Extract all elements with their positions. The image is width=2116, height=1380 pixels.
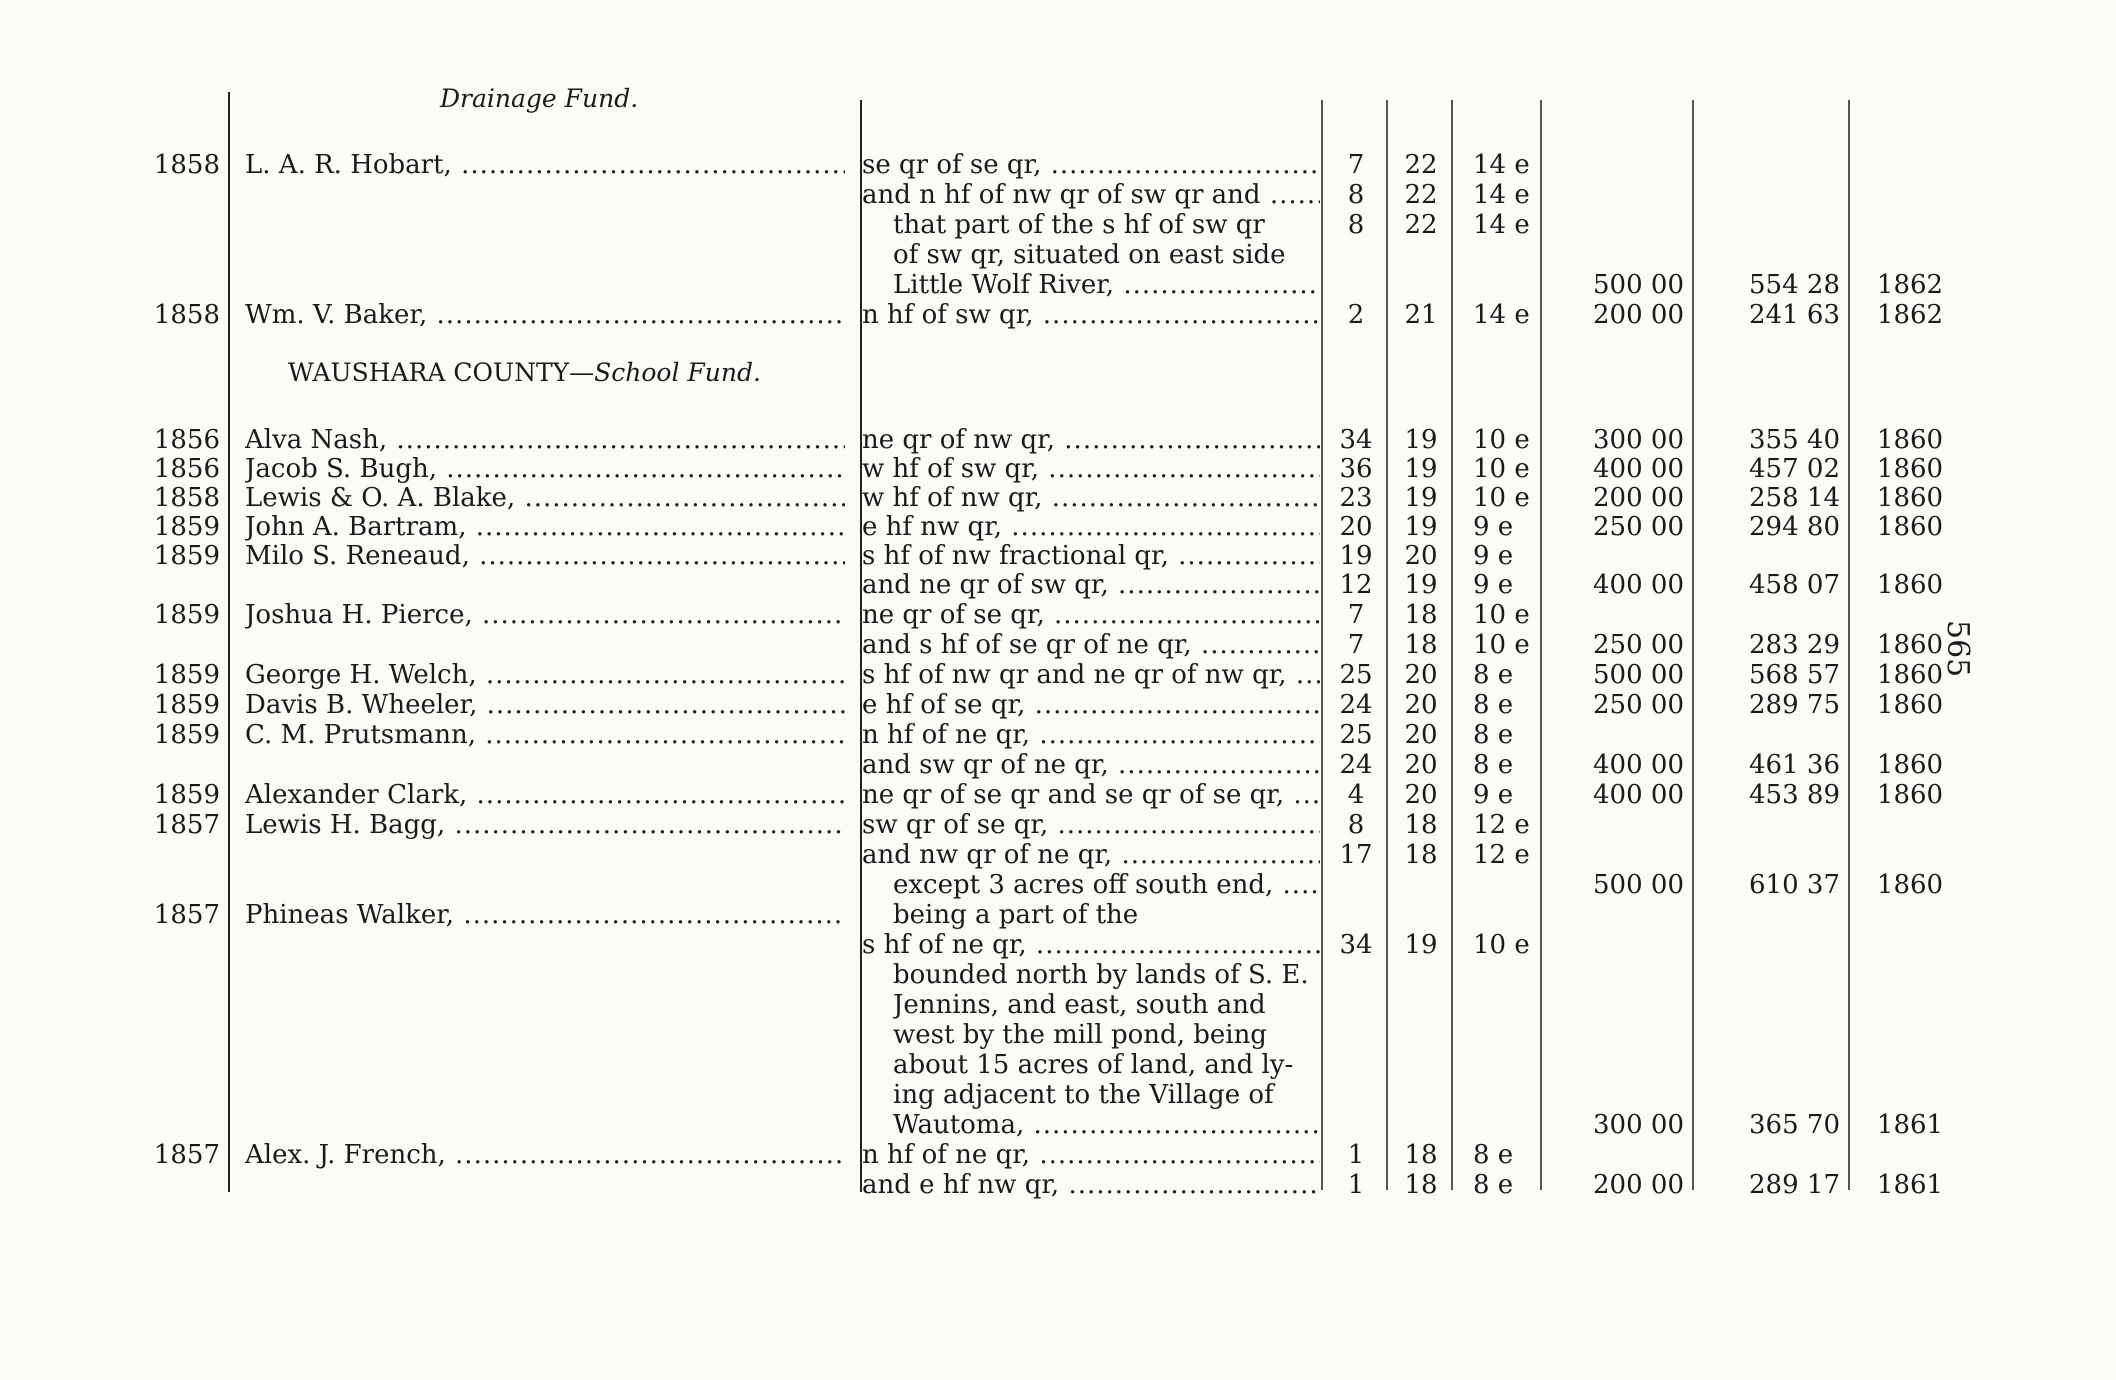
cell-desc: Jennins, and east, south and (893, 990, 1266, 1020)
cell-name: Lewis H. Bagg, ..... (245, 810, 845, 840)
page-number: 565 (1940, 620, 1975, 678)
cell-tot: 289 75 (1749, 690, 1840, 720)
cell-name: Alexander Clark, ..... (245, 780, 845, 810)
cell-rg: 10 e (1473, 630, 1530, 660)
cell-year: 1859 (153, 780, 220, 810)
cell-sec: 25 (1339, 660, 1373, 690)
cell-name: Milo S. Reneaud, ..... (245, 541, 845, 571)
cell-tp: 22 (1404, 150, 1438, 180)
cell-year: 1859 (153, 720, 220, 750)
cell-desc: Wautoma, ..... (893, 1110, 1320, 1140)
cell-sec: 25 (1339, 720, 1373, 750)
ledger-row (0, 660, 2116, 690)
cell-sec: 19 (1339, 541, 1373, 571)
cell-amt: 400 00 (1593, 454, 1684, 484)
ledger-row (0, 270, 2116, 300)
ledger-row (0, 570, 2116, 600)
cell-year: 1858 (153, 300, 220, 330)
ledger-row (0, 1050, 2116, 1080)
cell-rg: 10 e (1473, 425, 1530, 455)
ledger-row (0, 1080, 2116, 1110)
cell-tot: 294 80 (1749, 512, 1840, 542)
cell-name: Joshua H. Pierce, ..... (245, 600, 845, 630)
cell-name: Phineas Walker, ..... (245, 900, 845, 930)
cell-sec: 24 (1339, 750, 1373, 780)
cell-due: 1860 (1876, 454, 1944, 484)
cell-tp: 18 (1404, 840, 1438, 870)
ledger-row (0, 180, 2116, 210)
cell-tp: 21 (1404, 300, 1438, 330)
ledger-row (0, 780, 2116, 810)
cell-amt: 300 00 (1593, 1110, 1684, 1140)
cell-due: 1860 (1876, 630, 1944, 660)
cell-tp: 22 (1404, 180, 1438, 210)
cell-due: 1860 (1876, 483, 1944, 513)
cell-tot: 289 17 (1749, 1170, 1840, 1200)
ledger-row (0, 483, 2116, 513)
cell-desc: ing adjacent to the Village of (893, 1080, 1274, 1110)
cell-due: 1862 (1876, 300, 1944, 330)
cell-desc: that part of the s hf of sw qr (893, 210, 1265, 240)
cell-tot: 258 14 (1749, 483, 1840, 513)
ledger-row (0, 425, 2116, 455)
cell-desc: ne qr of se qr, ..... (862, 600, 1320, 630)
cell-name: Jacob S. Bugh, ..... (245, 454, 845, 484)
cell-sec: 20 (1339, 512, 1373, 542)
cell-desc: bounded north by lands of S. E. (893, 960, 1309, 990)
cell-desc: sw qr of se qr, ..... (862, 810, 1320, 840)
ledger-row (0, 150, 2116, 180)
cell-year: 1858 (153, 483, 220, 513)
cell-amt: 250 00 (1593, 690, 1684, 720)
cell-desc: e hf of se qr, ..... (862, 690, 1320, 720)
cell-desc: and s hf of se qr of ne qr, ..... (862, 630, 1320, 660)
cell-tot: 453 89 (1749, 780, 1840, 810)
cell-rg: 10 e (1473, 483, 1530, 513)
ledger-row (0, 960, 2116, 990)
cell-desc: being a part of the (893, 900, 1139, 930)
cell-desc: s hf of nw fractional qr, ..... (862, 541, 1320, 571)
cell-year: 1858 (153, 150, 220, 180)
ledger-row (0, 870, 2116, 900)
cell-amt: 200 00 (1593, 300, 1684, 330)
cell-due: 1861 (1876, 1110, 1944, 1140)
cell-sec: 24 (1339, 690, 1373, 720)
ledger-row (0, 630, 2116, 660)
cell-due: 1862 (1876, 270, 1944, 300)
cell-amt: 500 00 (1593, 660, 1684, 690)
cell-amt: 500 00 (1593, 270, 1684, 300)
cell-due: 1860 (1876, 660, 1944, 690)
cell-due: 1860 (1876, 512, 1944, 542)
cell-tp: 19 (1404, 454, 1438, 484)
cell-sec: 8 (1347, 180, 1365, 210)
ledger-row (0, 454, 2116, 484)
cell-desc: Little Wolf River, ..... (893, 270, 1320, 300)
ledger-row (0, 900, 2116, 930)
cell-sec: 17 (1339, 840, 1373, 870)
cell-name: C. M. Prutsmann, ..... (245, 720, 845, 750)
cell-rg: 8 e (1473, 1140, 1514, 1170)
county-name: WAUSHARA COUNTY— (288, 358, 595, 387)
ledger-row (0, 541, 2116, 571)
cell-sec: 4 (1347, 780, 1365, 810)
cell-year: 1856 (153, 454, 220, 484)
cell-name: L. A. R. Hobart, ..... (245, 150, 845, 180)
cell-amt: 300 00 (1593, 425, 1684, 455)
ledger-row (0, 512, 2116, 542)
cell-sec: 23 (1339, 483, 1373, 513)
cell-desc: except 3 acres off south end, ..... (893, 870, 1320, 900)
cell-desc: ne qr of nw qr, ..... (862, 425, 1320, 455)
drainage-fund-heading: Drainage Fund. (440, 84, 639, 113)
cell-desc: w hf of nw qr, ..... (862, 483, 1320, 513)
cell-rg: 12 e (1473, 840, 1530, 870)
ledger-row (0, 690, 2116, 720)
cell-sec: 7 (1347, 630, 1365, 660)
cell-sec: 7 (1347, 600, 1365, 630)
cell-tot: 457 02 (1749, 454, 1840, 484)
cell-name: Lewis & O. A. Blake, ..... (245, 483, 845, 513)
cell-year: 1859 (153, 660, 220, 690)
cell-amt: 400 00 (1593, 570, 1684, 600)
cell-sec: 1 (1347, 1170, 1365, 1200)
cell-sec: 2 (1347, 300, 1365, 330)
cell-tp: 20 (1404, 720, 1438, 750)
cell-tp: 20 (1404, 780, 1438, 810)
cell-rg: 8 e (1473, 1170, 1514, 1200)
cell-rg: 9 e (1473, 780, 1514, 810)
cell-rg: 12 e (1473, 810, 1530, 840)
cell-rg: 8 e (1473, 750, 1514, 780)
ledger-row (0, 930, 2116, 960)
cell-tp: 19 (1404, 425, 1438, 455)
cell-year: 1857 (153, 900, 220, 930)
cell-due: 1860 (1876, 870, 1944, 900)
cell-rg: 10 e (1473, 600, 1530, 630)
cell-rg: 14 e (1473, 180, 1530, 210)
cell-tot: 283 29 (1749, 630, 1840, 660)
cell-tot: 461 36 (1749, 750, 1840, 780)
cell-sec: 8 (1347, 810, 1365, 840)
cell-amt: 200 00 (1593, 1170, 1684, 1200)
cell-desc: s hf of nw qr and ne qr of nw qr, ..... (862, 660, 1320, 690)
cell-tp: 18 (1404, 1140, 1438, 1170)
cell-due: 1860 (1876, 570, 1944, 600)
cell-desc: and e hf nw qr, ..... (862, 1170, 1320, 1200)
cell-tp: 18 (1404, 600, 1438, 630)
cell-name: Wm. V. Baker, ..... (245, 300, 845, 330)
cell-tp: 20 (1404, 660, 1438, 690)
ledger-row (0, 210, 2116, 240)
cell-desc: e hf nw qr, ..... (862, 512, 1320, 542)
school-fund-label: School Fund. (594, 358, 761, 387)
cell-due: 1861 (1876, 1170, 1944, 1200)
ledger-row (0, 840, 2116, 870)
cell-sec: 8 (1347, 210, 1365, 240)
cell-name: John A. Bartram, ..... (245, 512, 845, 542)
cell-year: 1859 (153, 690, 220, 720)
cell-sec: 1 (1347, 1140, 1365, 1170)
cell-name: Davis B. Wheeler, ..... (245, 690, 845, 720)
cell-tp: 18 (1404, 630, 1438, 660)
cell-desc: of sw qr, situated on east side (893, 240, 1286, 270)
cell-desc: about 15 acres of land, and ly- (893, 1050, 1294, 1080)
cell-year: 1856 (153, 425, 220, 455)
cell-year: 1859 (153, 541, 220, 571)
cell-amt: 250 00 (1593, 512, 1684, 542)
cell-tot: 554 28 (1749, 270, 1840, 300)
ledger-row (0, 300, 2116, 330)
cell-amt: 400 00 (1593, 750, 1684, 780)
cell-rg: 9 e (1473, 512, 1514, 542)
cell-name: Alex. J. French, ..... (245, 1140, 845, 1170)
ledger-row (0, 1170, 2116, 1200)
cell-tp: 20 (1404, 750, 1438, 780)
cell-name: George H. Welch, ..... (245, 660, 845, 690)
cell-tot: 458 07 (1749, 570, 1840, 600)
cell-rg: 9 e (1473, 541, 1514, 571)
cell-tot: 365 70 (1749, 1110, 1840, 1140)
cell-tp: 20 (1404, 690, 1438, 720)
cell-sec: 34 (1339, 425, 1373, 455)
cell-tot: 241 63 (1749, 300, 1840, 330)
cell-desc: se qr of se qr, ..... (862, 150, 1320, 180)
cell-tp: 18 (1404, 1170, 1438, 1200)
ledger-row (0, 990, 2116, 1020)
cell-year: 1859 (153, 600, 220, 630)
cell-due: 1860 (1876, 425, 1944, 455)
cell-amt: 400 00 (1593, 780, 1684, 810)
cell-desc: and sw qr of ne qr, ..... (862, 750, 1320, 780)
cell-tot: 568 57 (1749, 660, 1840, 690)
cell-year: 1859 (153, 512, 220, 542)
cell-amt: 500 00 (1593, 870, 1684, 900)
cell-tp: 20 (1404, 541, 1438, 571)
cell-year: 1857 (153, 810, 220, 840)
cell-desc: n hf of ne qr, ..... (862, 1140, 1320, 1170)
cell-desc: s hf of ne qr, ..... (862, 930, 1320, 960)
cell-desc: n hf of sw qr, ..... (862, 300, 1320, 330)
cell-rg: 8 e (1473, 690, 1514, 720)
cell-rg: 14 e (1473, 210, 1530, 240)
cell-amt: 200 00 (1593, 483, 1684, 513)
cell-desc: w hf of sw qr, ..... (862, 454, 1320, 484)
cell-rg: 8 e (1473, 720, 1514, 750)
ledger-row (0, 1110, 2116, 1140)
cell-desc: and n hf of nw qr of sw qr and ..... (862, 180, 1320, 210)
cell-rg: 9 e (1473, 570, 1514, 600)
cell-desc: and nw qr of ne qr, ..... (862, 840, 1320, 870)
ledger-row (0, 720, 2116, 750)
cell-rg: 14 e (1473, 150, 1530, 180)
cell-tp: 22 (1404, 210, 1438, 240)
cell-tp: 18 (1404, 810, 1438, 840)
cell-tp: 19 (1404, 483, 1438, 513)
cell-due: 1860 (1876, 690, 1944, 720)
cell-desc: ne qr of se qr and se qr of se qr, ..... (862, 780, 1320, 810)
cell-tot: 610 37 (1749, 870, 1840, 900)
cell-sec: 12 (1339, 570, 1373, 600)
ledger-row (0, 750, 2116, 780)
cell-year: 1857 (153, 1140, 220, 1170)
cell-tp: 19 (1404, 512, 1438, 542)
ledger-row (0, 1140, 2116, 1170)
cell-desc: and ne qr of sw qr, ..... (862, 570, 1320, 600)
cell-desc: n hf of ne qr, ..... (862, 720, 1320, 750)
cell-sec: 7 (1347, 150, 1365, 180)
cell-tot: 355 40 (1749, 425, 1840, 455)
ledger-row (0, 240, 2116, 270)
cell-amt: 250 00 (1593, 630, 1684, 660)
cell-sec: 34 (1339, 930, 1373, 960)
cell-name: Alva Nash, ..... (245, 425, 845, 455)
cell-desc: west by the mill pond, being (893, 1020, 1267, 1050)
cell-sec: 36 (1339, 454, 1373, 484)
cell-tp: 19 (1404, 930, 1438, 960)
cell-rg: 10 e (1473, 930, 1530, 960)
ledger-row (0, 810, 2116, 840)
cell-due: 1860 (1876, 750, 1944, 780)
cell-tp: 19 (1404, 570, 1438, 600)
cell-rg: 14 e (1473, 300, 1530, 330)
cell-rg: 8 e (1473, 660, 1514, 690)
ledger-row (0, 600, 2116, 630)
county-heading (288, 358, 761, 387)
cell-rg: 10 e (1473, 454, 1530, 484)
cell-due: 1860 (1876, 780, 1944, 810)
ledger-row (0, 1020, 2116, 1050)
